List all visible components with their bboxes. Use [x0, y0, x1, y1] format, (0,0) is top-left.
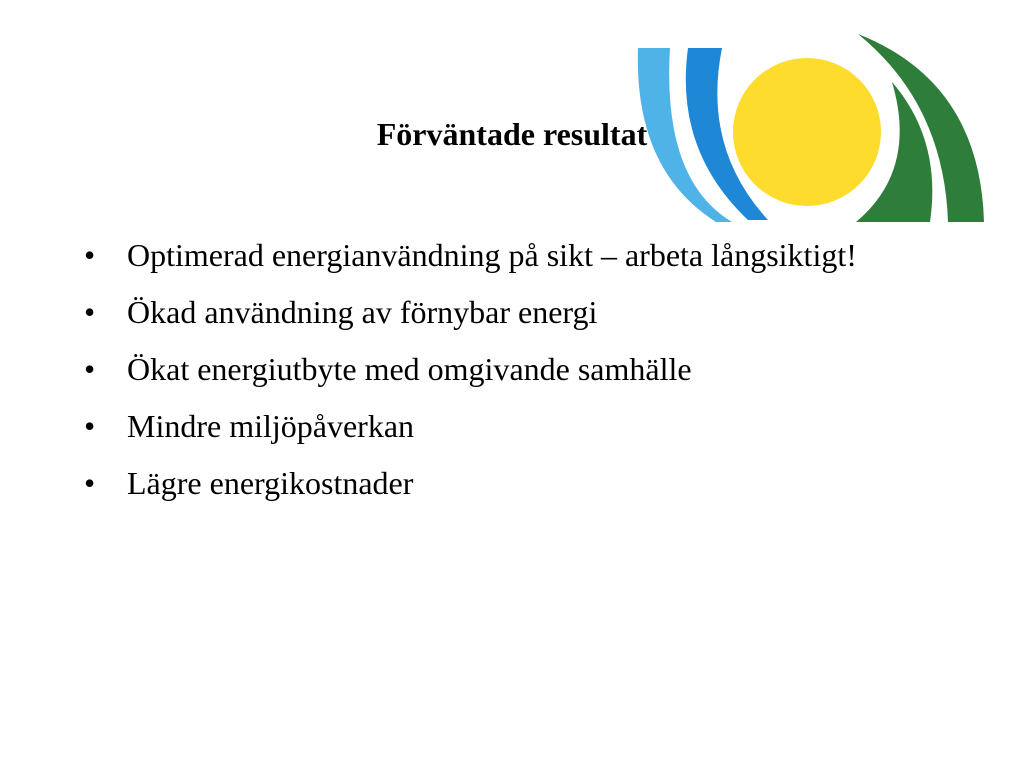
bullet-icon: • [84, 237, 96, 273]
bullet-text: Ökat energiutbyte med omgivande samhälle [127, 351, 692, 387]
bullet-text: Optimerad energianvändning på sikt – arbeta långsiktigt! [127, 237, 857, 273]
list-item [84, 403, 884, 450]
list-item [84, 232, 884, 279]
bullet-icon: • [84, 351, 96, 387]
bullet-icon: • [84, 408, 96, 444]
bullet-icon: • [84, 294, 96, 330]
bullet-text: Mindre miljöpåverkan [127, 408, 415, 444]
bullet-text: Lägre energikostnader [127, 465, 414, 501]
list-item [84, 460, 884, 507]
bullet-icon: • [84, 465, 96, 501]
bullet-list [84, 232, 884, 517]
slide-title: Förväntade resultat [376, 116, 648, 152]
bullet-text: Ökad användning av förnybar energi [127, 294, 598, 330]
list-item [84, 346, 884, 393]
list-item [84, 289, 884, 336]
